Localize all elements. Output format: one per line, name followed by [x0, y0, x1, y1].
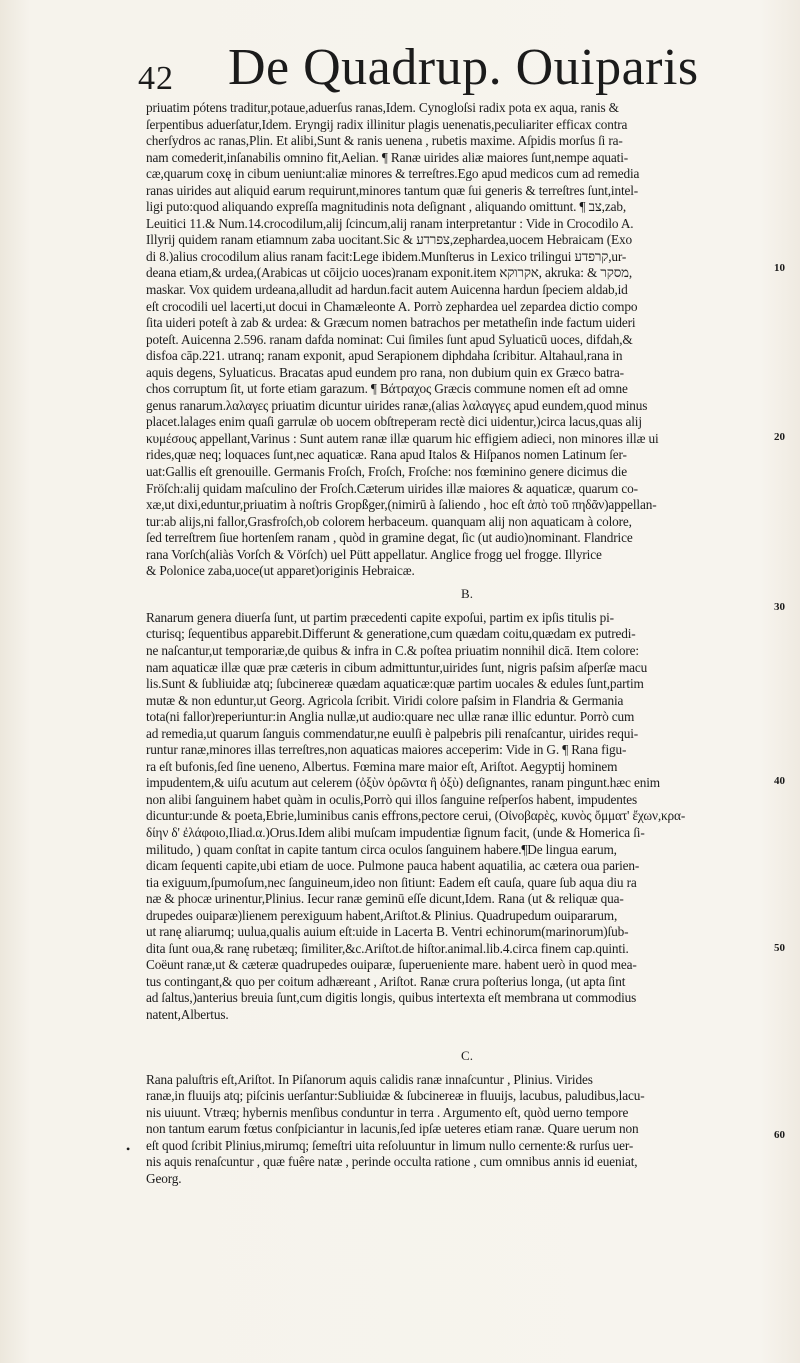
text-line: ſed terreſtrem ſiue hortenſem ranam , quòd in gramine degat, ſic (ut audio)nominant. Flandrice	[146, 530, 633, 546]
text-line: næ & phocæ urinentur,Plinius. Iecur ranæ geminū eſſe dicunt,Idem. Rana (ut & reliquæ qua-	[146, 891, 624, 907]
margin-line-number: 60	[774, 1129, 785, 1141]
section-a	[146, 100, 788, 580]
text-line: Ranarum genera diuerſa ſunt, ut partim præcedenti capite expoſui, partim ex ipſis titulis pi-	[146, 609, 614, 625]
text-line: ad ſaltus,)anterius breuia ſunt,cum digitis longis, quibus intertexta eſt membrana ut commodius	[146, 990, 637, 1006]
text-line: runtur ranæ,minores illas terreſtres,non aquaticas maiores acceperim: Vide in G. ¶ Rana figu-	[146, 742, 627, 758]
text-line: placet.lalages enim quaſi garrulæ ob uocem obſtreperam rectè dici uidentur,)circa lacus,quas alij	[146, 414, 642, 430]
text-line: nis aquis renaſcuntur , quæ fuêre natæ , perinde occulta ratione , cum omnibus annis id eueniat,	[146, 1154, 638, 1170]
page-header	[138, 39, 766, 102]
section-gap	[146, 1024, 788, 1042]
text-line: tus contingant,& quo per coitum adhæreant , Ariſtot. Ranæ crura poſterius longa, (ut apta ſint	[146, 973, 626, 989]
text-line: ne naſcantur,ut temporariæ,de quibus & infra in C.& poſtea priuatim nonnihil dicā. Item colore:	[146, 642, 639, 658]
text-line: drupedes ouiparæ)lienem perexiguum habent,Ariſtot.& Plinius. Quadrupedum ouipararum,	[146, 907, 618, 923]
text-line: dita ſunt oua,& ranę rubetæq; ſimiliter,&c.Ariſtot.de hiſtor.animal.lib.4.circa finem cap.quinti.	[146, 940, 629, 956]
margin-line-number: 40	[774, 775, 785, 787]
text-line: rides,quæ neq; loquaces ſunt,nec aquaticæ. Rana apud Italos & Hiſpanos nomen Latinum ſer-	[146, 447, 627, 463]
text-line: Coëunt ranæ,ut & cæteræ quadrupedes ouiparæ, ſuperueniente mare. habent uerò in quod mea-	[146, 957, 637, 973]
text-line: aquis degens, Syluaticus. Bracatas apud eundem pro rana, non dubium quin ex Græco batra-	[146, 364, 624, 380]
text-line: κυμέσους appellant,Varinus : Sunt autem ranæ illæ quarum hic effigiem adieci, non minores illæ ui	[146, 430, 659, 446]
text-line: ranas uirides aut aliquid earum requirunt,minores tantum quæ ſui generis & terreſtres ſunt,intel-	[146, 182, 639, 198]
text-line: deana etiam,& urdea,(Arabicas ut cōijcio uoces)ranam exponit.item אקרוקא, akruka: & מסקר,	[146, 265, 633, 281]
margin-line-number: 30	[774, 601, 785, 613]
text-line: Rana paluſtris eſt,Ariſtot. In Piſanorum aquis calidis ranæ innaſcuntur , Plinius. Virides	[146, 1071, 593, 1087]
text-line: ſita uideri poteſt à zab & urdea: & Græcum nomen batrachos per metatheſin inde factum uideri	[146, 315, 636, 331]
section-c	[146, 1072, 788, 1188]
section-b	[146, 610, 788, 1024]
text-line: uat:Gallis eſt grenouille. Germanis Froſch, Froſch, Froſche: nos fœminino genere dicimus die	[146, 464, 628, 480]
running-title: De Quadrup. Ouiparis	[228, 39, 699, 96]
text-line: tur:ab alijs,ni fallor,Grasfroſch,ob colorem herbaceum. quanquam alij non aquaticam à colore,	[146, 513, 632, 529]
text-line: ra eſt bufonis,ſed ſine ueneno, Albertus. Fœmina mare maior eſt, Ariſtot. Aegyptij hominem	[146, 758, 618, 774]
text-line: cturisq; ſequentibus apparebit.Differunt & generatione,cum quædam coitu,quædam ex putredi-	[146, 626, 636, 642]
text-line: tia exiguum,ſpumoſum,nec ſanguineum,ideo non ſitiunt: Eadem eſt cauſa, quare ſub aqua diu ra	[146, 874, 637, 890]
text-line: natent,Albertus.	[146, 1006, 229, 1022]
text-line: non alibi ſanguinem habet quàm in oculis,Porrò qui illos ſanguine reſperſos habent, impudentes	[146, 791, 638, 807]
text-line: eſt quod ſcribit Plinius,mirumq; ſemeſtri uita reſoluuntur in limum nullo cernente:& rurſus uer-	[146, 1137, 634, 1153]
text-line: priuatim pótens traditur,potaue,aduerſus ranas,Idem. Cynogloſsi radix pota ex aqua, ranis &	[146, 100, 619, 115]
text-line: cherſydros ac ranas,Plin. Et alibi,Sunt & ranis uenena , rubetis maxime. Aſpidis morſus ſi ra-	[146, 133, 623, 149]
text-line: disfoa cāp.221. utranq; ranam exponit, apud Serapionem diphdaha ſcribitur. Altahaul,rana in	[146, 348, 623, 364]
text-line: lis.Sunt & ſubliuidæ atq; ſubcinereæ quædam aquaticæ:quæ partim uocales & edules ſunt,partim	[146, 676, 644, 692]
text-line: Fröſch:alij quidam maſculino der Froſch.Cæterum uirides illæ maiores & aquaticæ, quarum co-	[146, 480, 638, 496]
margin-line-number: 10	[774, 262, 785, 274]
text-line: di 8.)alius crocodilum alius ranam facit:Lege ibidem.Munſterus in Lexico trilingui קרפדע,ur-	[146, 248, 627, 264]
text-line: cæ,quarum coxę in cibum ueniunt:aliæ minores & terreſtres.Ego apud medicos cum ad remedia	[146, 166, 640, 182]
section-head-c: C.	[461, 1047, 473, 1063]
text-line: δίην δ' ἐλάφοιο,Iliad.α.)Orus.Idem alibi muſcam impudentiæ ſignum facit, (unde & Homerica ſi-	[146, 824, 645, 840]
text-line: nis uiuunt. Vtræq; hybernis menſibus conduntur in terra . Argumento eſt, quòd uerno tempore	[146, 1104, 629, 1120]
text-line: genus ranarum.λαλαγες priuatim dicuntur uirides ranæ,(alias λαλαγγες apud eundem,quod minus	[146, 397, 648, 413]
text-line: rana Vorſch(aliàs Vorſch & Vörſch) uel Pütt appellatur. Anglice frogg uel frogge. Illyrice	[146, 546, 602, 562]
text-line: ut ranę aliarumq; uulua,qualis auium eſt:uide in Lacerta B. Ventri echinorum(marinorum)ſub-	[146, 924, 629, 940]
text-line: poteſt. Auicenna 2.596. ranam dafda nominat: Cui ſimiles ſunt apud Syluaticū uoces, difdah,&	[146, 331, 633, 347]
margin-bullet: •	[126, 1142, 131, 1156]
section-head-b: B.	[461, 585, 473, 601]
text-line: ligi puto:quod aliquando expreſſa magnitudinis nota deſignant , aliquando omittunt. ¶ צב,zab,	[146, 199, 627, 215]
text-line: militudo, ) quam conſtat in capite tantum circa oculos ſanguinem habere.¶De lingua earum,	[146, 841, 617, 857]
margin-line-number: 50	[774, 942, 785, 954]
text-line: Leuitici 11.& Num.14.crocodilum,alij ſcincum,alij ranam interpretantur : Vide in Crocodilo A.	[146, 215, 634, 231]
text-line: & Polonice zaba,uoce(ut apparet)originis Hebraicæ.	[146, 563, 415, 579]
text-line: maskar. Vox quidem urdeana,alludit ad hardun.facit autem Auicenna hardun ſpeciem aldab,id	[146, 282, 628, 298]
page-number: 42	[138, 60, 174, 97]
body-text	[146, 100, 788, 1187]
text-line: impudentem,& uiſu acutum aut celerem (ὀξὺν ὁρῶντα ἢ ὀξὺ) deſignantes, ranam pingunt.hæc enim	[146, 775, 660, 791]
text-line: nam aquaticæ illæ quæ præ cæteris in cibum admittuntur,uirides ſunt, nigris paſsim aſperſæ macu	[146, 659, 648, 675]
text-line: chos corruptum ſit, ut forte etiam garazum. ¶ Βάτραχος Græcis commune nomen eſt ad omne	[146, 381, 628, 397]
text-line: xæ,ut dixi,eduntur,priuatim à noſtris Gropßger,(nimirū à ſaliendo , hoc eſt ἁπὸ τοῦ πηδᾶν)appellan-	[146, 497, 657, 513]
text-line: eſt crocodili uel lacerti,ut docui in Chamæleonte A. Porrò zephardea uel zepardea dictio compo	[146, 298, 638, 314]
text-line: non tantum earum fœtus conſpiciantur in lacunis,ſed ipſæ ueteres etiam ranæ. Quare uerum non	[146, 1121, 639, 1137]
text-line: dicam ſequenti capite,ubi etiam de uoce. Pulmone pauca habent aquatilia, ac cætera oua parien-	[146, 858, 640, 874]
text-line: Illyrij quidem ranam etiamnum zaba uocitant.Sic & צפרדע,zephardea,uocem Hebraicam (Exo	[146, 232, 632, 248]
text-line: Georg.	[146, 1170, 182, 1186]
text-line: ad remedia,ut quarum ſanguis commendatur,ne euulſi è palpebris pili renaſcantur, uirides requi-	[146, 725, 639, 741]
text-line: ranæ,in fluuijs atq; piſcinis uerſantur:Subliuidæ & ſubcinereæ in fluuijs, lacubus, paludibus,lacu-	[146, 1088, 645, 1104]
text-line: tota(ni fallor)reperiuntur:in Anglia nullæ,ut audio:quare nec ullæ ranæ illic eduntur. Porrò cum	[146, 709, 635, 725]
margin-line-number: 20	[774, 431, 785, 443]
text-line: dicuntur:unde & poeta,Ebrie,luminibus canis effrons,pectore cerui, (Οἰνοβαρὲς, κυνὸς ὄμματ' ἔχων,κρα-	[146, 808, 686, 824]
text-line: nam comederit,inſanabilis omnino fit,Aelian. ¶ Ranæ uirides aliæ maiores ſunt,nempe aquati-	[146, 149, 629, 165]
text-line: mutæ & non eduntur,ut Georg. Agricola ſcribit. Viridi colore paſsim in Flandria & Germania	[146, 692, 624, 708]
text-line: ſerpentibus aduerſatur,Idem. Eryngij radix illinitur plagis uenenatis,peculiariter efficax contra	[146, 116, 628, 132]
